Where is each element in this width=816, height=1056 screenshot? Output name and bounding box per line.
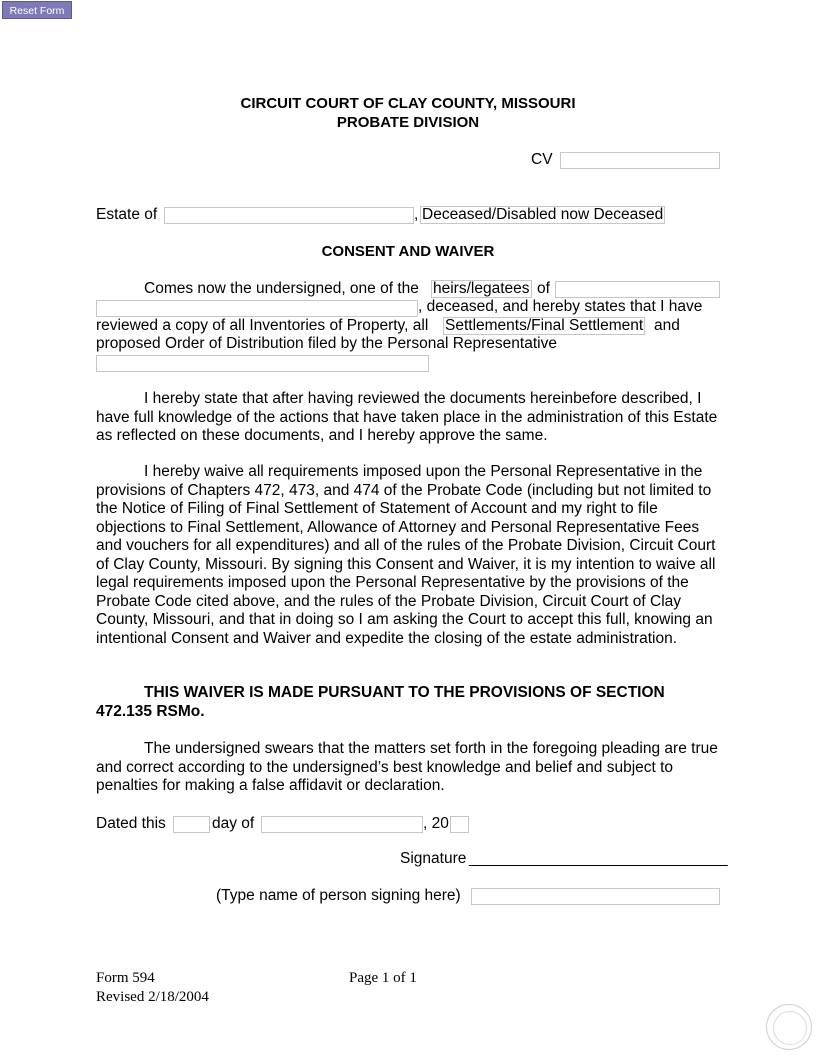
day-field[interactable]: [173, 816, 210, 833]
day-input[interactable]: [174, 818, 209, 833]
oath-text: The undersigned swears that the matters set forth in the foregoing pleading are true and correct according to the undersigned’s best knowledge and belief and subject to penalties for making a false affidavit or declaration.: [96, 740, 718, 794]
personal-representative-field[interactable]: [96, 355, 429, 372]
cv-label: CV: [531, 151, 553, 168]
approval-text: I hereby state that after having reviewed the documents hereinbefore described, I have full knowledge of the actions that have taken place in the administration of this Estate as reflected on these documents, and I hereby approve the same.: [96, 390, 718, 444]
court-heading: CIRCUIT COURT OF CLAY COUNTY, MISSOURI: [240, 95, 576, 112]
signer-name-input[interactable]: [472, 890, 719, 905]
dated-label: Dated this: [96, 815, 166, 832]
estate-name-field[interactable]: [164, 207, 414, 224]
revised-date: Revised 2/18/2004: [96, 989, 209, 1005]
cv-number-field[interactable]: [560, 152, 720, 169]
type-name-label: (Type name of person signing here): [216, 887, 461, 904]
waiver-paragraph: [96, 463, 720, 648]
reset-form-button[interactable]: Reset Form: [2, 1, 72, 19]
personal-representative-input[interactable]: [97, 357, 428, 372]
estate-label: Estate of: [96, 206, 158, 223]
waiver-statute-paragraph: [96, 684, 720, 721]
form-number: Form 594: [96, 970, 155, 986]
signature-line: ______________________________: [469, 850, 728, 867]
cv-number-input[interactable]: [561, 154, 719, 169]
deceased-name-field-part2[interactable]: [96, 300, 418, 317]
approval-paragraph: [96, 390, 720, 446]
year-input[interactable]: [451, 818, 468, 833]
para1-line3: reviewed a copy of all Inventories of Property, all: [96, 317, 429, 334]
month-input[interactable]: [262, 818, 422, 833]
para1-intro: Comes now the undersigned, one of the: [144, 280, 419, 297]
para1-line4: proposed Order of Distribution filed by the Personal Representative: [96, 335, 557, 352]
relation-dropdown[interactable]: heirs/legatees: [433, 280, 530, 297]
para1-of: of: [537, 280, 550, 297]
estate-status-dropdown[interactable]: Deceased/Disabled now Deceased: [422, 206, 664, 223]
deceased-name-input-2[interactable]: [97, 302, 417, 317]
day-of-label: day of: [212, 815, 255, 832]
waiver-text: I hereby waive all requirements imposed upon the Personal Representative in the provisions of Chapters 472, 473, and 474 of the Probate Code (including but not limited to the Notice of Filing of Final Settlement of Statement of Account and my right to file objections to Final Settlement, Allowance of Attorney and Personal Representative Fees and vouchers for all expenditures) and all of the rules of the Probate Division, Circuit Court of Clay County, Missouri. By signing this Consent and Waiver, it is my intention to waive all legal requirements imposed upon the Personal Representative by the provisions of the Probate Code cited above, and the rules of the Probate Division, Circuit Court of Clay County, Missouri, and that in doing so I am asking the Court to accept this full, knowing an intentional Consent and Waiver and expedite the closing of the estate administration.: [96, 463, 716, 647]
division-heading: PROBATE DIVISION: [336, 114, 480, 131]
para1-and: and: [654, 317, 680, 334]
waiver-statute-text: THIS WAIVER IS MADE PURSUANT TO THE PROVISIONS OF SECTION 472.135 RSMo.: [96, 684, 665, 720]
deceased-name-input-1[interactable]: [556, 283, 719, 298]
estate-comma: ,: [414, 206, 419, 223]
year-field[interactable]: [450, 816, 469, 833]
deceased-name-field-part1[interactable]: [555, 281, 720, 298]
year-prefix: , 20: [423, 815, 449, 832]
signature-label: Signature: [400, 850, 467, 867]
settlement-dropdown[interactable]: Settlements/Final Settlement: [445, 317, 644, 334]
page-number: Page 1 of 1: [349, 970, 417, 986]
document-title: CONSENT AND WAIVER: [321, 243, 495, 260]
estate-name-input[interactable]: [165, 209, 413, 224]
signer-name-field[interactable]: [471, 888, 720, 905]
para1-deceased-text: , deceased, and hereby states that I have: [418, 298, 703, 315]
month-field[interactable]: [261, 816, 423, 833]
court-seal-icon: [766, 1004, 812, 1050]
oath-paragraph: [96, 740, 720, 796]
